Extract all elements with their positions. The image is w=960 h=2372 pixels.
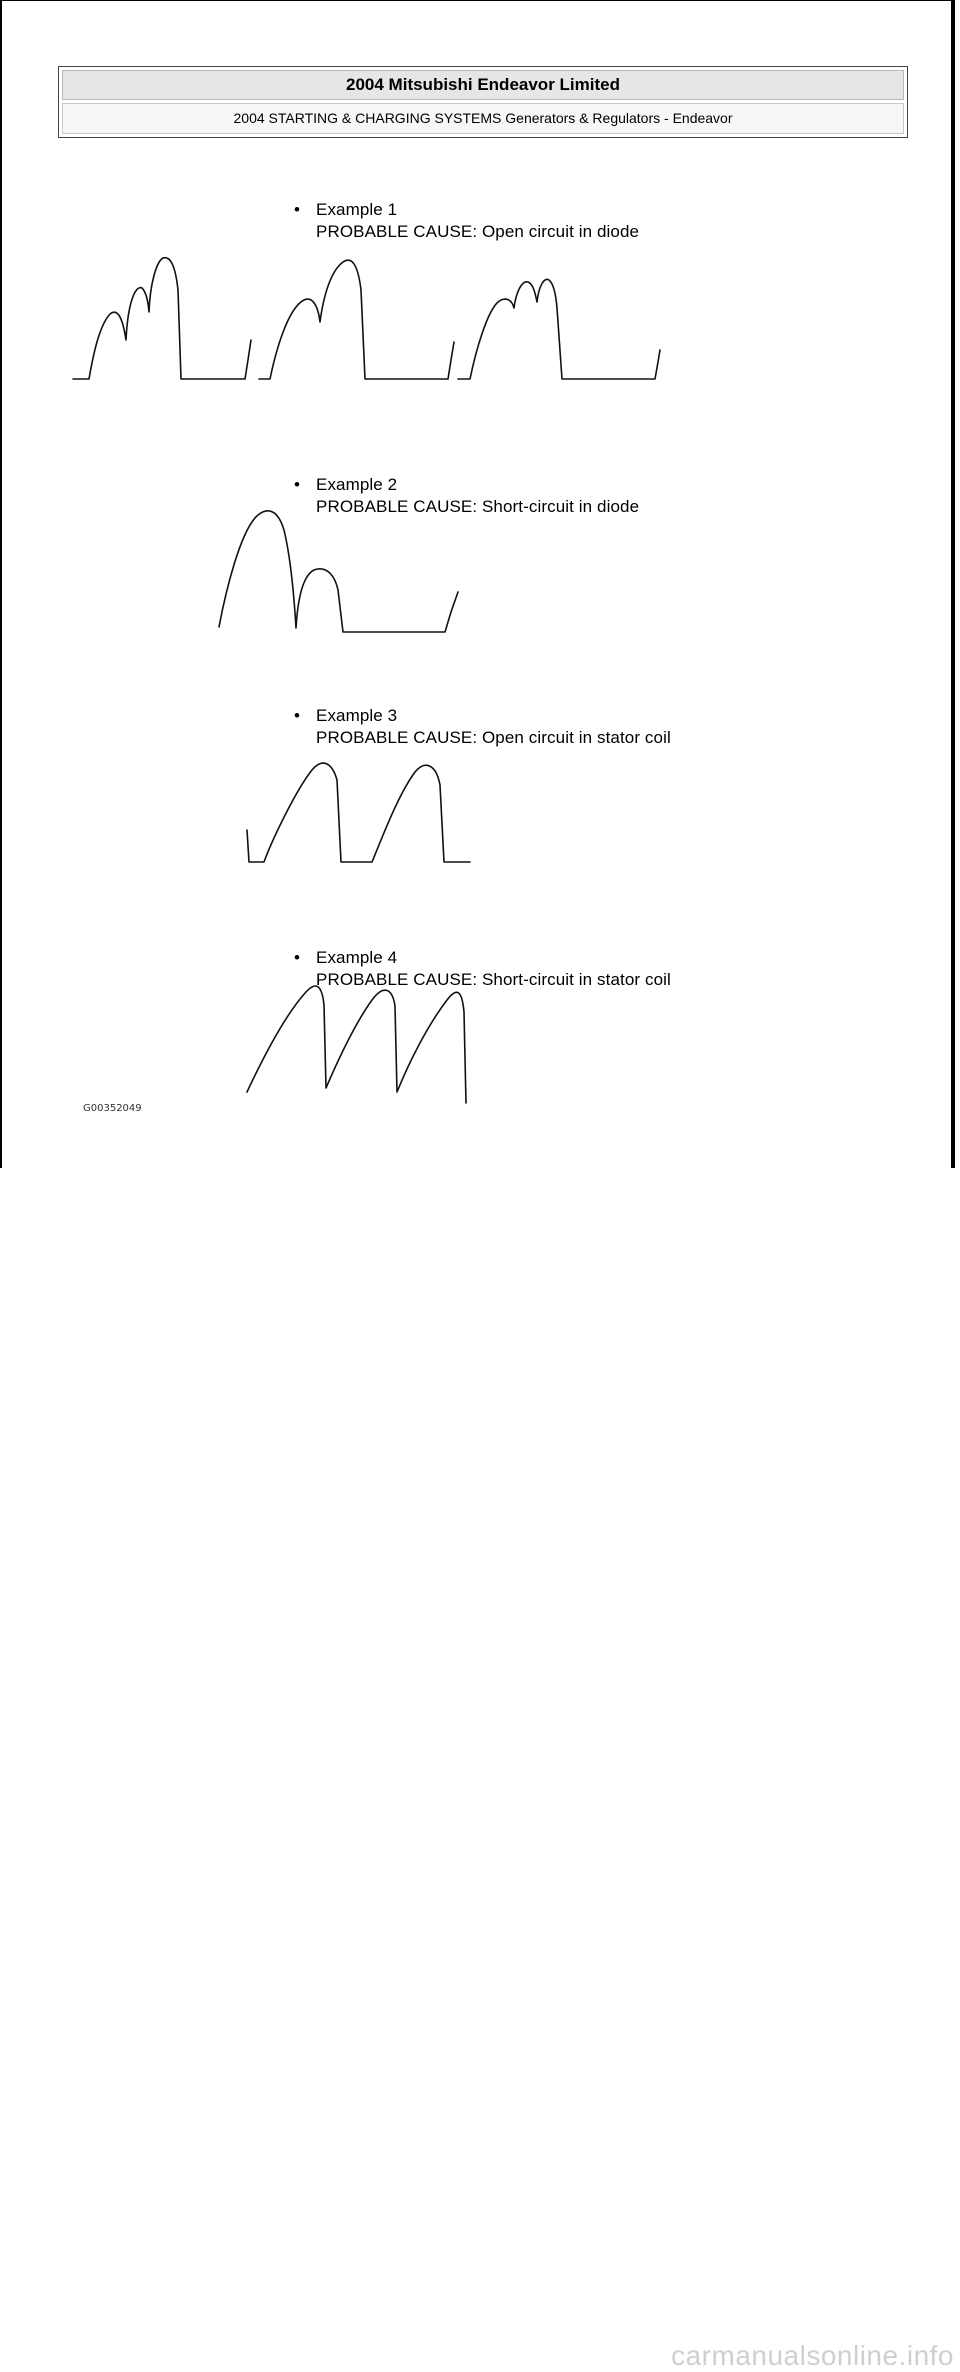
section-subtitle: 2004 STARTING & CHARGING SYSTEMS Generators & Regulators - Endeavor [62, 103, 904, 134]
example-4-name: Example 4 [316, 948, 398, 967]
example-1-name: Example 1 [316, 200, 398, 219]
example-1-cause: PROBABLE CAUSE: Open circuit in diode [316, 222, 640, 241]
example-3-name: Example 3 [316, 706, 398, 725]
example-2-caption [296, 474, 639, 518]
example-4-caption [296, 947, 671, 991]
document-header [58, 66, 908, 138]
watermark: carmanualsonline.info [671, 2340, 954, 2371]
footer [0, 1168, 960, 2371]
figure-code: G00352049 [83, 1103, 142, 1114]
example-4-cause: PROBABLE CAUSE: Short-circuit in stator coil [316, 970, 671, 989]
example-3-cause: PROBABLE CAUSE: Open circuit in stator coil [316, 728, 671, 747]
example-3-caption [296, 705, 671, 749]
example-1-caption [296, 199, 639, 243]
page-title: 2004 Mitsubishi Endeavor Limited [62, 70, 904, 100]
example-2-cause: PROBABLE CAUSE: Short-circuit in diode [316, 497, 640, 516]
page-frame [0, 0, 955, 1168]
example-2-name: Example 2 [316, 475, 398, 494]
